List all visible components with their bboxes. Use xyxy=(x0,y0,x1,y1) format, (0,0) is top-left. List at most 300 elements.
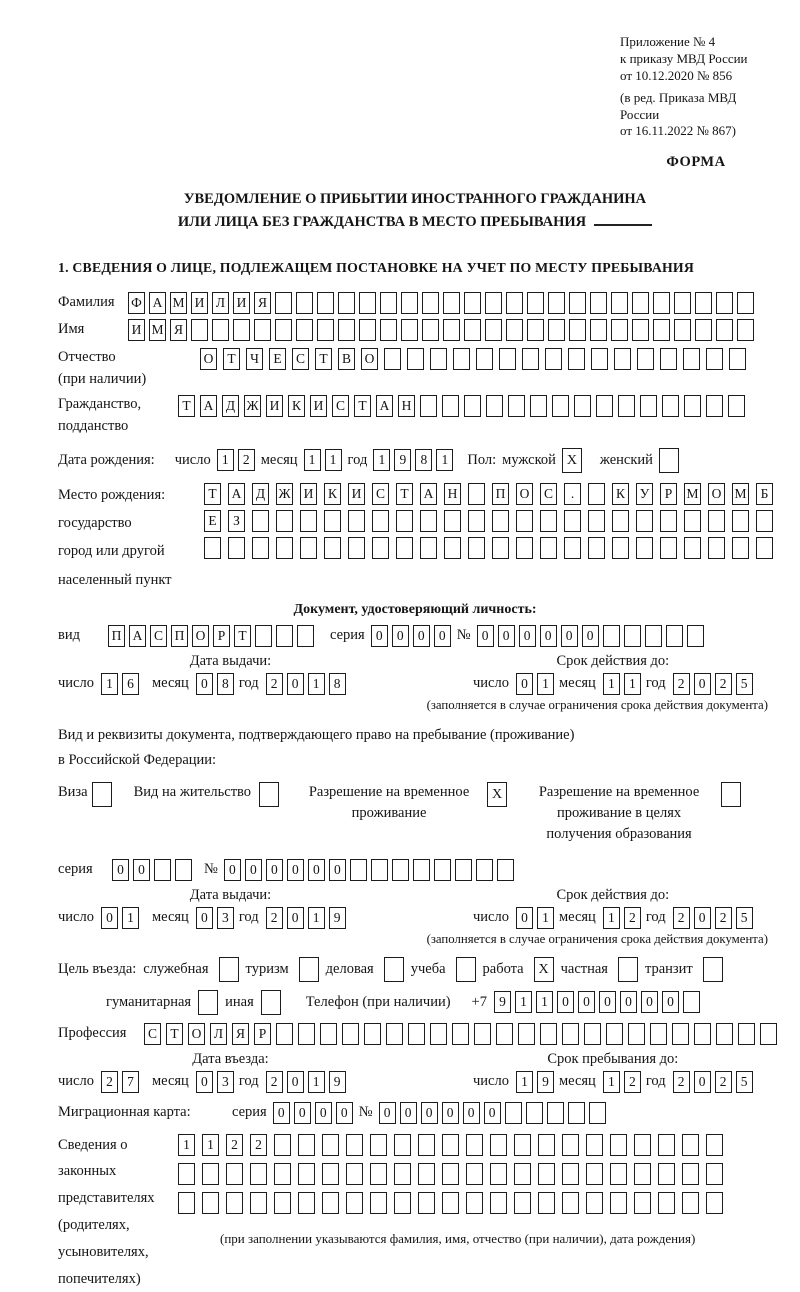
char-cell[interactable]: 0 xyxy=(287,907,304,929)
char-cell[interactable]: З xyxy=(228,510,245,532)
char-cell[interactable]: 2 xyxy=(266,1071,283,1093)
char-cell[interactable]: 0 xyxy=(561,625,578,647)
char-cell[interactable] xyxy=(320,1023,337,1045)
char-cell[interactable]: 1 xyxy=(436,449,453,471)
char-cell[interactable]: 0 xyxy=(519,625,536,647)
char-cell[interactable]: 1 xyxy=(122,907,139,929)
char-cell[interactable] xyxy=(490,1163,507,1185)
char-cell[interactable]: Р xyxy=(660,483,677,505)
char-cell[interactable] xyxy=(589,1102,606,1124)
char-cell[interactable] xyxy=(422,292,439,314)
char-cell[interactable] xyxy=(588,537,605,559)
char-cell[interactable] xyxy=(413,859,430,881)
char-cell[interactable]: 5 xyxy=(736,673,753,695)
char-cell[interactable] xyxy=(562,1192,579,1214)
char-cell[interactable] xyxy=(645,625,662,647)
char-cell[interactable]: Ф xyxy=(128,292,145,314)
char-cell[interactable]: 0 xyxy=(484,1102,501,1124)
char-cell[interactable] xyxy=(564,537,581,559)
char-cell[interactable]: 1 xyxy=(603,673,620,695)
char-cell[interactable]: М xyxy=(170,292,187,314)
char-cell[interactable]: 0 xyxy=(578,991,595,1013)
char-cell[interactable] xyxy=(348,537,365,559)
char-cell[interactable] xyxy=(666,625,683,647)
char-cell[interactable] xyxy=(296,319,313,341)
char-cell[interactable] xyxy=(672,1023,689,1045)
char-cell[interactable]: 0 xyxy=(694,907,711,929)
char-cell[interactable] xyxy=(516,537,533,559)
char-cell[interactable]: 0 xyxy=(694,1071,711,1093)
char-cell[interactable]: 2 xyxy=(250,1134,267,1156)
char-cell[interactable]: 0 xyxy=(582,625,599,647)
char-cell[interactable] xyxy=(466,1192,483,1214)
char-cell[interactable] xyxy=(364,1023,381,1045)
char-cell[interactable]: Л xyxy=(210,1023,227,1045)
char-cell[interactable]: 0 xyxy=(196,907,213,929)
char-cell[interactable] xyxy=(499,348,516,370)
char-cell[interactable]: 1 xyxy=(624,673,641,695)
char-cell[interactable] xyxy=(596,395,613,417)
char-cell[interactable] xyxy=(468,483,485,505)
char-cell[interactable] xyxy=(568,1102,585,1124)
char-cell[interactable] xyxy=(394,1163,411,1185)
char-cell[interactable]: Р xyxy=(254,1023,271,1045)
char-cell[interactable] xyxy=(322,1134,339,1156)
char-cell[interactable] xyxy=(401,319,418,341)
char-cell[interactable] xyxy=(732,537,749,559)
char-cell[interactable] xyxy=(212,319,229,341)
char-cell[interactable] xyxy=(298,1023,315,1045)
char-cell[interactable] xyxy=(300,510,317,532)
char-cell[interactable]: 2 xyxy=(715,907,732,929)
char-cell[interactable] xyxy=(464,319,481,341)
char-cell[interactable]: К xyxy=(288,395,305,417)
char-cell[interactable] xyxy=(468,537,485,559)
char-cell[interactable] xyxy=(653,292,670,314)
char-cell[interactable]: 3 xyxy=(217,1071,234,1093)
char-cell[interactable]: 1 xyxy=(325,449,342,471)
char-cell[interactable] xyxy=(674,292,691,314)
char-cell[interactable] xyxy=(732,510,749,532)
char-cell[interactable] xyxy=(346,1134,363,1156)
char-cell[interactable]: Е xyxy=(269,348,286,370)
char-cell[interactable]: Д xyxy=(252,483,269,505)
char-cell[interactable] xyxy=(562,1023,579,1045)
char-cell[interactable]: С xyxy=(144,1023,161,1045)
char-cell[interactable]: П xyxy=(108,625,125,647)
char-cell[interactable] xyxy=(317,292,334,314)
char-cell[interactable]: 1 xyxy=(515,991,532,1013)
char-cell[interactable] xyxy=(496,1023,513,1045)
char-cell[interactable]: 0 xyxy=(245,859,262,881)
char-cell[interactable]: 2 xyxy=(101,1071,118,1093)
char-cell[interactable] xyxy=(526,1102,543,1124)
char-cell[interactable] xyxy=(547,1102,564,1124)
char-cell[interactable] xyxy=(708,510,725,532)
char-cell[interactable]: 0 xyxy=(477,625,494,647)
char-cell[interactable]: 0 xyxy=(599,991,616,1013)
char-cell[interactable] xyxy=(275,319,292,341)
char-cell[interactable] xyxy=(276,510,293,532)
char-cell[interactable] xyxy=(154,859,171,881)
char-cell[interactable]: 1 xyxy=(101,673,118,695)
char-cell[interactable] xyxy=(540,537,557,559)
char-cell[interactable] xyxy=(453,348,470,370)
char-cell[interactable] xyxy=(527,292,544,314)
char-cell[interactable]: 2 xyxy=(226,1134,243,1156)
char-cell[interactable] xyxy=(706,1134,723,1156)
char-cell[interactable]: 1 xyxy=(536,991,553,1013)
char-cell[interactable] xyxy=(274,1163,291,1185)
char-cell[interactable] xyxy=(514,1192,531,1214)
char-cell[interactable]: 2 xyxy=(715,673,732,695)
char-cell[interactable] xyxy=(574,395,591,417)
char-cell[interactable]: А xyxy=(376,395,393,417)
char-cell[interactable] xyxy=(342,1023,359,1045)
char-cell[interactable]: 0 xyxy=(379,1102,396,1124)
purpose-private-checkbox[interactable] xyxy=(618,957,638,982)
purpose-business-checkbox[interactable] xyxy=(384,957,404,982)
char-cell[interactable] xyxy=(637,348,654,370)
char-cell[interactable]: 9 xyxy=(329,907,346,929)
char-cell[interactable] xyxy=(442,1163,459,1185)
char-cell[interactable] xyxy=(486,395,503,417)
char-cell[interactable]: 3 xyxy=(217,907,234,929)
char-cell[interactable] xyxy=(204,537,221,559)
char-cell[interactable]: 0 xyxy=(266,859,283,881)
char-cell[interactable]: М xyxy=(732,483,749,505)
sex-male-checkbox[interactable]: X xyxy=(562,448,582,473)
char-cell[interactable] xyxy=(564,510,581,532)
purpose-official-checkbox[interactable] xyxy=(219,957,239,982)
char-cell[interactable]: 2 xyxy=(238,449,255,471)
char-cell[interactable] xyxy=(508,395,525,417)
char-cell[interactable] xyxy=(634,1134,651,1156)
char-cell[interactable]: 5 xyxy=(736,907,753,929)
char-cell[interactable] xyxy=(568,348,585,370)
char-cell[interactable] xyxy=(422,319,439,341)
char-cell[interactable] xyxy=(370,1163,387,1185)
char-cell[interactable]: 1 xyxy=(603,907,620,929)
purpose-study-checkbox[interactable] xyxy=(456,957,476,982)
visa-checkbox[interactable] xyxy=(92,782,112,807)
char-cell[interactable]: . xyxy=(564,483,581,505)
char-cell[interactable] xyxy=(371,859,388,881)
char-cell[interactable]: К xyxy=(612,483,629,505)
char-cell[interactable]: 1 xyxy=(217,449,234,471)
char-cell[interactable] xyxy=(694,1023,711,1045)
char-cell[interactable] xyxy=(226,1163,243,1185)
char-cell[interactable]: А xyxy=(129,625,146,647)
char-cell[interactable] xyxy=(485,319,502,341)
char-cell[interactable]: 0 xyxy=(329,859,346,881)
char-cell[interactable]: 0 xyxy=(308,859,325,881)
char-cell[interactable] xyxy=(492,537,509,559)
char-cell[interactable]: Р xyxy=(213,625,230,647)
char-cell[interactable] xyxy=(548,292,565,314)
char-cell[interactable]: 0 xyxy=(287,859,304,881)
char-cell[interactable] xyxy=(716,292,733,314)
char-cell[interactable]: 0 xyxy=(133,859,150,881)
temp-edu-permit-checkbox[interactable] xyxy=(721,782,741,807)
char-cell[interactable] xyxy=(586,1134,603,1156)
char-cell[interactable]: 0 xyxy=(694,673,711,695)
char-cell[interactable] xyxy=(632,292,649,314)
char-cell[interactable] xyxy=(418,1163,435,1185)
char-cell[interactable] xyxy=(628,1023,645,1045)
char-cell[interactable]: 9 xyxy=(494,991,511,1013)
char-cell[interactable]: А xyxy=(420,483,437,505)
char-cell[interactable] xyxy=(380,292,397,314)
char-cell[interactable]: 1 xyxy=(603,1071,620,1093)
char-cell[interactable] xyxy=(418,1192,435,1214)
char-cell[interactable] xyxy=(660,537,677,559)
char-cell[interactable]: 2 xyxy=(624,907,641,929)
char-cell[interactable] xyxy=(175,859,192,881)
char-cell[interactable] xyxy=(658,1192,675,1214)
char-cell[interactable]: 8 xyxy=(217,673,234,695)
char-cell[interactable]: 0 xyxy=(273,1102,290,1124)
char-cell[interactable]: 9 xyxy=(537,1071,554,1093)
char-cell[interactable]: Т xyxy=(166,1023,183,1045)
char-cell[interactable]: 0 xyxy=(516,673,533,695)
char-cell[interactable] xyxy=(297,625,314,647)
char-cell[interactable]: И xyxy=(310,395,327,417)
char-cell[interactable] xyxy=(420,537,437,559)
char-cell[interactable] xyxy=(338,292,355,314)
char-cell[interactable] xyxy=(401,292,418,314)
char-cell[interactable] xyxy=(636,510,653,532)
char-cell[interactable] xyxy=(684,395,701,417)
char-cell[interactable] xyxy=(682,1192,699,1214)
char-cell[interactable] xyxy=(444,510,461,532)
char-cell[interactable] xyxy=(476,348,493,370)
char-cell[interactable] xyxy=(606,1023,623,1045)
char-cell[interactable] xyxy=(640,395,657,417)
char-cell[interactable] xyxy=(729,348,746,370)
char-cell[interactable] xyxy=(683,991,700,1013)
purpose-humanitarian-checkbox[interactable] xyxy=(198,990,218,1015)
char-cell[interactable] xyxy=(674,319,691,341)
char-cell[interactable] xyxy=(682,1134,699,1156)
char-cell[interactable] xyxy=(516,510,533,532)
char-cell[interactable] xyxy=(569,292,586,314)
char-cell[interactable] xyxy=(384,348,401,370)
char-cell[interactable] xyxy=(324,510,341,532)
char-cell[interactable] xyxy=(298,1134,315,1156)
char-cell[interactable]: 7 xyxy=(122,1071,139,1093)
purpose-transit-checkbox[interactable] xyxy=(703,957,723,982)
char-cell[interactable] xyxy=(348,510,365,532)
char-cell[interactable] xyxy=(684,537,701,559)
char-cell[interactable]: 1 xyxy=(537,907,554,929)
char-cell[interactable]: И xyxy=(128,319,145,341)
char-cell[interactable] xyxy=(588,510,605,532)
char-cell[interactable] xyxy=(298,1192,315,1214)
char-cell[interactable]: 1 xyxy=(308,907,325,929)
char-cell[interactable]: О xyxy=(200,348,217,370)
char-cell[interactable] xyxy=(658,1163,675,1185)
char-cell[interactable]: 1 xyxy=(178,1134,195,1156)
char-cell[interactable]: 0 xyxy=(413,625,430,647)
char-cell[interactable]: 0 xyxy=(620,991,637,1013)
char-cell[interactable] xyxy=(584,1023,601,1045)
char-cell[interactable] xyxy=(350,859,367,881)
char-cell[interactable] xyxy=(346,1163,363,1185)
char-cell[interactable]: 0 xyxy=(101,907,118,929)
char-cell[interactable] xyxy=(370,1134,387,1156)
char-cell[interactable] xyxy=(530,395,547,417)
char-cell[interactable] xyxy=(276,537,293,559)
char-cell[interactable]: 2 xyxy=(715,1071,732,1093)
char-cell[interactable] xyxy=(466,1163,483,1185)
char-cell[interactable] xyxy=(610,1134,627,1156)
char-cell[interactable] xyxy=(322,1192,339,1214)
char-cell[interactable] xyxy=(420,395,437,417)
char-cell[interactable] xyxy=(443,292,460,314)
char-cell[interactable] xyxy=(591,348,608,370)
char-cell[interactable] xyxy=(442,1192,459,1214)
char-cell[interactable] xyxy=(250,1163,267,1185)
char-cell[interactable]: А xyxy=(200,395,217,417)
char-cell[interactable] xyxy=(650,1023,667,1045)
char-cell[interactable]: 1 xyxy=(202,1134,219,1156)
char-cell[interactable] xyxy=(420,510,437,532)
char-cell[interactable] xyxy=(322,1163,339,1185)
char-cell[interactable]: С xyxy=(540,483,557,505)
char-cell[interactable]: 0 xyxy=(392,625,409,647)
char-cell[interactable]: Н xyxy=(444,483,461,505)
char-cell[interactable] xyxy=(632,319,649,341)
char-cell[interactable] xyxy=(464,395,481,417)
char-cell[interactable] xyxy=(274,1134,291,1156)
char-cell[interactable] xyxy=(706,1163,723,1185)
char-cell[interactable]: М xyxy=(149,319,166,341)
char-cell[interactable] xyxy=(562,1134,579,1156)
char-cell[interactable]: 0 xyxy=(400,1102,417,1124)
char-cell[interactable] xyxy=(485,292,502,314)
char-cell[interactable] xyxy=(634,1163,651,1185)
char-cell[interactable]: И xyxy=(300,483,317,505)
purpose-other-checkbox[interactable] xyxy=(261,990,281,1015)
char-cell[interactable] xyxy=(430,1023,447,1045)
char-cell[interactable] xyxy=(522,348,539,370)
char-cell[interactable] xyxy=(708,537,725,559)
char-cell[interactable]: Б xyxy=(756,483,773,505)
char-cell[interactable]: 0 xyxy=(336,1102,353,1124)
char-cell[interactable] xyxy=(514,1163,531,1185)
char-cell[interactable]: Я xyxy=(170,319,187,341)
char-cell[interactable] xyxy=(178,1192,195,1214)
char-cell[interactable]: 8 xyxy=(329,673,346,695)
char-cell[interactable]: 6 xyxy=(122,673,139,695)
char-cell[interactable]: 1 xyxy=(373,449,390,471)
char-cell[interactable]: С xyxy=(150,625,167,647)
char-cell[interactable]: Ж xyxy=(244,395,261,417)
char-cell[interactable] xyxy=(636,537,653,559)
char-cell[interactable]: Т xyxy=(354,395,371,417)
char-cell[interactable] xyxy=(372,537,389,559)
char-cell[interactable]: О xyxy=(192,625,209,647)
char-cell[interactable] xyxy=(716,1023,733,1045)
char-cell[interactable]: 0 xyxy=(421,1102,438,1124)
char-cell[interactable]: 0 xyxy=(315,1102,332,1124)
char-cell[interactable] xyxy=(228,537,245,559)
char-cell[interactable] xyxy=(418,1134,435,1156)
char-cell[interactable] xyxy=(226,1192,243,1214)
char-cell[interactable] xyxy=(296,292,313,314)
char-cell[interactable] xyxy=(706,395,723,417)
char-cell[interactable]: Т xyxy=(396,483,413,505)
char-cell[interactable] xyxy=(359,292,376,314)
char-cell[interactable] xyxy=(443,319,460,341)
residence-permit-checkbox[interactable] xyxy=(259,782,279,807)
char-cell[interactable] xyxy=(660,510,677,532)
char-cell[interactable] xyxy=(202,1192,219,1214)
char-cell[interactable] xyxy=(434,859,451,881)
char-cell[interactable]: 9 xyxy=(329,1071,346,1093)
char-cell[interactable] xyxy=(684,510,701,532)
char-cell[interactable] xyxy=(610,1192,627,1214)
char-cell[interactable]: М xyxy=(684,483,701,505)
char-cell[interactable] xyxy=(359,319,376,341)
sex-female-checkbox[interactable] xyxy=(659,448,679,473)
char-cell[interactable] xyxy=(452,1023,469,1045)
char-cell[interactable] xyxy=(255,625,272,647)
char-cell[interactable]: А xyxy=(149,292,166,314)
char-cell[interactable]: 0 xyxy=(112,859,129,881)
char-cell[interactable] xyxy=(590,292,607,314)
char-cell[interactable] xyxy=(538,1163,555,1185)
char-cell[interactable] xyxy=(317,319,334,341)
char-cell[interactable]: Я xyxy=(232,1023,249,1045)
char-cell[interactable] xyxy=(191,319,208,341)
temp-permit-checkbox[interactable]: X xyxy=(487,782,507,807)
char-cell[interactable] xyxy=(611,319,628,341)
char-cell[interactable]: Е xyxy=(204,510,221,532)
char-cell[interactable] xyxy=(756,510,773,532)
char-cell[interactable] xyxy=(548,319,565,341)
char-cell[interactable] xyxy=(545,348,562,370)
char-cell[interactable] xyxy=(756,537,773,559)
char-cell[interactable]: 2 xyxy=(673,1071,690,1093)
char-cell[interactable] xyxy=(275,292,292,314)
char-cell[interactable] xyxy=(252,537,269,559)
char-cell[interactable] xyxy=(518,1023,535,1045)
char-cell[interactable] xyxy=(738,1023,755,1045)
char-cell[interactable]: С xyxy=(332,395,349,417)
char-cell[interactable] xyxy=(396,537,413,559)
char-cell[interactable] xyxy=(468,510,485,532)
char-cell[interactable] xyxy=(394,1192,411,1214)
char-cell[interactable] xyxy=(618,395,635,417)
char-cell[interactable] xyxy=(274,1192,291,1214)
char-cell[interactable]: Т xyxy=(178,395,195,417)
char-cell[interactable] xyxy=(370,1192,387,1214)
char-cell[interactable]: Т xyxy=(204,483,221,505)
char-cell[interactable]: 1 xyxy=(308,673,325,695)
char-cell[interactable] xyxy=(687,625,704,647)
char-cell[interactable] xyxy=(396,510,413,532)
char-cell[interactable] xyxy=(490,1192,507,1214)
char-cell[interactable]: 2 xyxy=(673,673,690,695)
char-cell[interactable]: 2 xyxy=(624,1071,641,1093)
char-cell[interactable]: У xyxy=(636,483,653,505)
char-cell[interactable] xyxy=(430,348,447,370)
char-cell[interactable] xyxy=(590,319,607,341)
char-cell[interactable] xyxy=(562,1163,579,1185)
char-cell[interactable]: 0 xyxy=(557,991,574,1013)
